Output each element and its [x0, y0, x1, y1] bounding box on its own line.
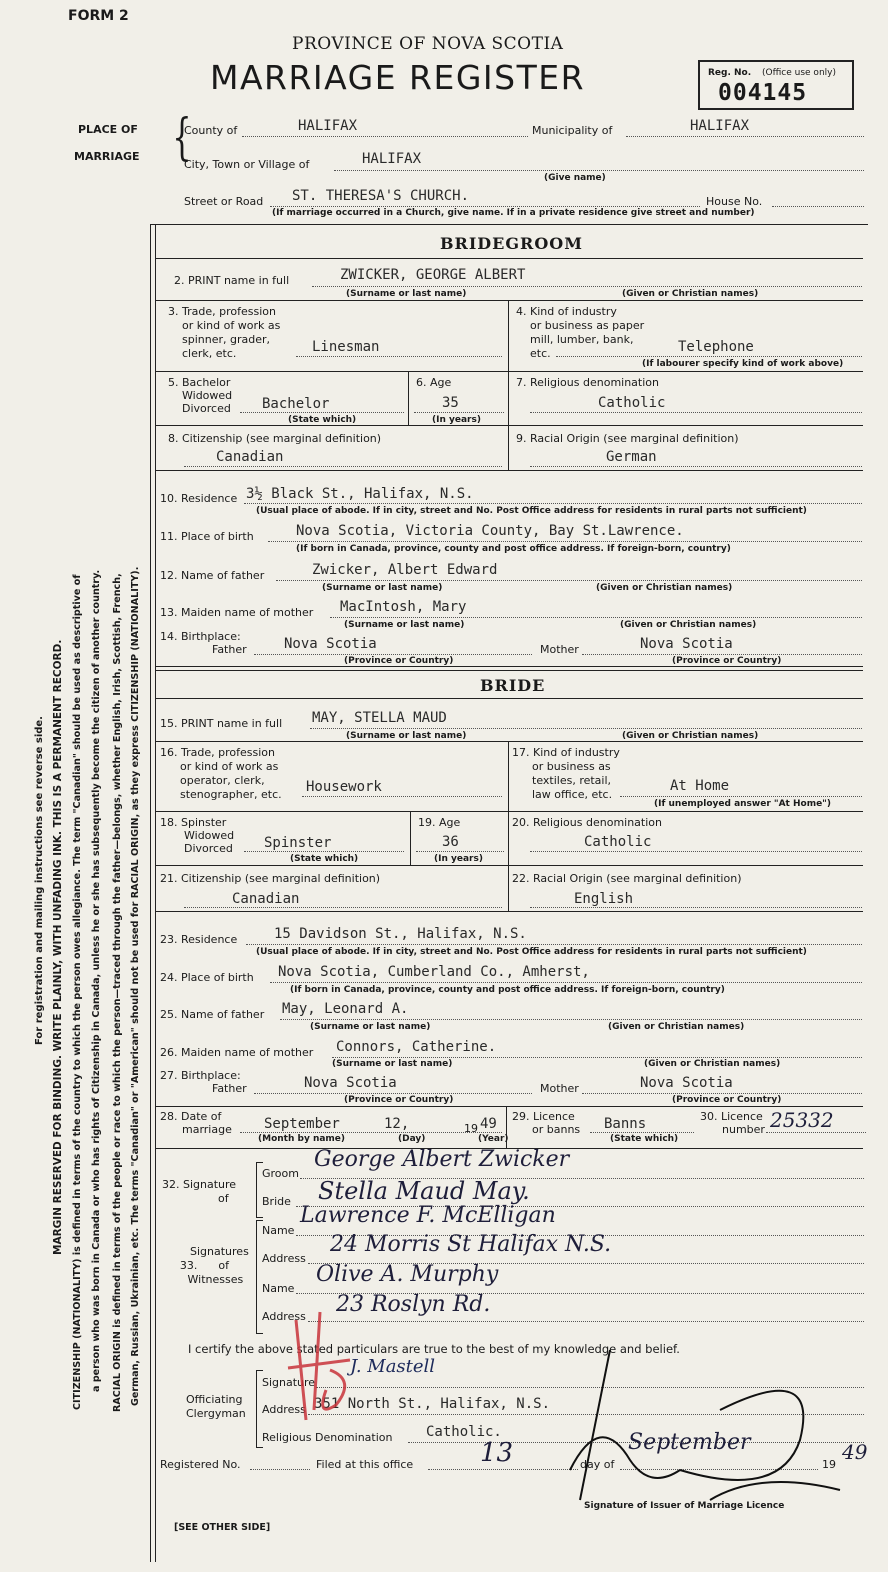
- groom-age-label: 6. Age: [416, 376, 452, 389]
- street-note: (If marriage occurred in a Church, give name. If in a private residence give street and number): [272, 208, 755, 218]
- filed-year-prefix: 19: [822, 1458, 836, 1471]
- groom-age-value: 35: [442, 395, 459, 411]
- bride-father-given-note: (Given or Christian names): [608, 1022, 745, 1032]
- bride-religion-value: Catholic: [584, 834, 652, 850]
- groom-residence-label: 10. Residence: [160, 492, 238, 505]
- bride-mother-given-note: (Given or Christian names): [644, 1059, 781, 1069]
- bride-status-label-2: Widowed: [184, 829, 235, 842]
- bride-bp-father-label: Father: [212, 1082, 247, 1095]
- w2-name-label: Name: [262, 1282, 295, 1295]
- groom-trade-label: [168, 305, 280, 361]
- bride-surname-note: (Surname or last name): [346, 731, 467, 741]
- groom-citizenship-label: 8. Citizenship (see marginal definition): [168, 432, 382, 445]
- groom-racial-label: 9. Racial Origin (see marginal definition): [516, 432, 739, 445]
- groom-bp-mother-value: Nova Scotia: [640, 636, 733, 652]
- w2-address-label: Address: [262, 1310, 306, 1323]
- licence-label-1: 29. Licence: [512, 1110, 575, 1123]
- groom-birthplace-label: 11. Place of birth: [160, 530, 254, 543]
- bride-bp-label: 27. Birthplace:: [160, 1069, 241, 1082]
- groom-status-label-1: 5. Bachelor: [168, 376, 231, 389]
- marriage-year-prefix: 19: [464, 1122, 478, 1135]
- see-other-side: [SEE OTHER SIDE]: [174, 1522, 271, 1533]
- groom-trade-label-2: or kind of work as: [182, 319, 281, 332]
- witness2-address: 23 Roslyn Rd.: [336, 1292, 491, 1317]
- form-number: FORM 2: [68, 8, 129, 24]
- groom-residence-note: (Usual place of abode. If in city, street and No. Post Office address for residents in rural parts not sufficient): [256, 506, 807, 516]
- reg-no-label: Reg. No.: [708, 68, 752, 78]
- groom-mother-surname-note: (Surname or last name): [344, 620, 465, 630]
- city-label: City, Town or Village of: [184, 158, 310, 171]
- groom-religion-label: 7. Religious denomination: [516, 376, 659, 389]
- licence-value: Banns: [604, 1116, 647, 1132]
- licence-label-2: or banns: [532, 1123, 581, 1136]
- licence-number-label: [700, 1110, 765, 1136]
- page-title: MARRIAGE REGISTER: [210, 58, 586, 97]
- bride-citizenship-value: Canadian: [232, 891, 300, 907]
- bride-years-note: (In years): [434, 854, 483, 864]
- groom-father-surname-note: (Surname or last name): [322, 583, 443, 593]
- groom-religion-value: Catholic: [598, 395, 666, 411]
- clergy-address-label: Address: [262, 1403, 306, 1416]
- marriage-date-label-1: 28. Date of: [160, 1110, 222, 1123]
- filed-year-value: 49: [842, 1440, 868, 1464]
- groom-industry-label-4: etc.: [530, 347, 551, 360]
- groom-citizenship-value: Canadian: [216, 449, 284, 465]
- reg-no-box: [698, 60, 854, 110]
- groom-status-value: Bachelor: [262, 396, 330, 412]
- groom-trade-label-3: spinner, grader,: [182, 333, 271, 346]
- officiating-label-2: Clergyman: [186, 1407, 246, 1420]
- groom-bp-mother-note: (Province or Country): [672, 656, 782, 666]
- witness-label: [160, 1245, 249, 1287]
- bride-age-value: 36: [442, 834, 459, 850]
- groom-mother-given-note: (Given or Christian names): [620, 620, 757, 630]
- w1-address-label: Address: [262, 1252, 306, 1265]
- bride-citizenship-label: 21. Citizenship (see marginal definition): [160, 872, 381, 885]
- marriage-date-label-2: marriage: [182, 1123, 232, 1136]
- groom-racial-value: German: [606, 449, 657, 465]
- groom-state-which: (State which): [288, 415, 357, 425]
- marriage-day-value: 12,: [384, 1116, 410, 1132]
- filed-label: Filed at this office: [316, 1458, 414, 1471]
- bride-birthplace-label: 24. Place of birth: [160, 971, 254, 984]
- marriage-day-note: (Day): [398, 1134, 426, 1144]
- bride-mother-label: 26. Maiden name of mother: [160, 1046, 314, 1059]
- bride-trade-label-2: or kind of work as: [180, 760, 279, 773]
- county-value: HALIFAX: [298, 118, 358, 134]
- marriage-date-label: [160, 1110, 232, 1136]
- bride-name-label: 15. PRINT name in full: [160, 717, 283, 730]
- clergy-sig-label: Signature: [262, 1376, 316, 1389]
- margin-permanent-record: MARGIN RESERVED FOR BINDING. WRITE PLAINLY, WITH UNFADING INK. THIS IS A PERMANENT RECORD.: [52, 639, 64, 1255]
- groom-name-value: ZWICKER, GEORGE ALBERT: [340, 267, 526, 283]
- groom-father-value: Zwicker, Albert Edward: [312, 562, 498, 578]
- bride-bp-mother-value: Nova Scotia: [640, 1075, 733, 1091]
- bride-bp-mother-note: (Province or Country): [672, 1095, 782, 1105]
- bride-industry-label-4: law office, etc.: [532, 788, 613, 801]
- reg-no-value: 004145: [718, 80, 808, 106]
- witness-label-3: Witnesses: [187, 1273, 244, 1286]
- groom-bp-father-value: Nova Scotia: [284, 636, 377, 652]
- bride-residence-value: 15 Davidson St., Halifax, N.S.: [274, 926, 527, 942]
- bride-birthplace-note: (If born in Canada, province, county and post office address. If foreign-born, country): [290, 985, 725, 995]
- groom-trade-label-4: clerk, etc.: [182, 347, 237, 360]
- municipality-value: HALIFAX: [690, 118, 750, 134]
- marriage-month-value: September: [264, 1116, 340, 1132]
- groom-trade-label-1: 3. Trade, profession: [168, 305, 276, 318]
- licence-number-label-1: 30. Licence: [700, 1110, 763, 1123]
- house-no-label: House No.: [706, 195, 763, 208]
- municipality-label: Municipality of: [532, 124, 613, 137]
- bride-status-label: [160, 816, 234, 855]
- province-title: PROVINCE OF NOVA SCOTIA: [292, 34, 564, 54]
- officiating-label: [186, 1393, 246, 1421]
- bride-father-label: 25. Name of father: [160, 1008, 265, 1021]
- margin-racial-def-2: German, Russian, Ukrainian, etc. The terms "Canadian" or "American" should not be used for RACIAL ORIGIN, as they express CITIZENSHIP (NATIONALITY).: [130, 566, 141, 1406]
- bride-father-surname-note: (Surname or last name): [310, 1022, 431, 1032]
- clergy-denomination-value: Catholic.: [426, 1424, 502, 1440]
- sig-label-2: of: [218, 1192, 229, 1205]
- groom-industry-label-2: or business as paper: [530, 319, 645, 332]
- sig-label: [162, 1178, 236, 1206]
- bride-status-value: Spinster: [264, 835, 332, 851]
- filed-day-label: day of: [580, 1458, 615, 1471]
- bride-given-note: (Given or Christian names): [622, 731, 759, 741]
- bride-industry-label-3: textiles, retail,: [532, 774, 612, 787]
- marriage-month-note: (Month by name): [258, 1134, 346, 1144]
- reg-no-office-note: (Office use only): [762, 68, 836, 78]
- bride-signature: Stella Maud May.: [318, 1177, 530, 1205]
- witness-label-2: 33. of: [179, 1259, 229, 1272]
- groom-bp-father-note: (Province or Country): [344, 656, 454, 666]
- registered-no-label: Registered No.: [160, 1458, 241, 1471]
- place-brace: {: [172, 108, 192, 166]
- street-value: ST. THERESA'S CHURCH.: [292, 188, 470, 204]
- clergy-denomination-label: Religious Denomination: [262, 1431, 393, 1444]
- witness1-address: 24 Morris St Halifax N.S.: [330, 1232, 612, 1257]
- bride-mother-value: Connors, Catherine.: [336, 1039, 497, 1055]
- bride-bp-mother-label: Mother: [540, 1082, 579, 1095]
- groom-bp-father-label: Father: [212, 643, 247, 656]
- bride-status-label-3: Divorced: [184, 842, 233, 855]
- bride-bp-father-value: Nova Scotia: [304, 1075, 397, 1091]
- bride-religion-label: 20. Religious denomination: [512, 816, 662, 829]
- witness1-signature: Lawrence F. McElligan: [300, 1203, 556, 1228]
- issuer-sig-label: Signature of Issuer of Marriage Licence: [584, 1501, 785, 1511]
- marriage-label: MARRIAGE: [74, 150, 140, 163]
- red-stamp-mark: [276, 1300, 366, 1430]
- bride-trade-label-4: stenographer, etc.: [180, 788, 282, 801]
- groom-father-label: 12. Name of father: [160, 569, 265, 582]
- bride-industry-label: [512, 746, 620, 802]
- bride-state-which: (State which): [290, 854, 359, 864]
- groom-status-label-3: Divorced: [182, 402, 231, 415]
- bride-age-label: 19. Age: [418, 816, 461, 829]
- bride-trade-value: Housework: [306, 779, 382, 795]
- margin-instructions: For registration and mailing instructions see reverse side.: [34, 716, 45, 1045]
- witness2-signature: Olive A. Murphy: [316, 1262, 499, 1287]
- bride-bp-father-note: (Province or Country): [344, 1095, 454, 1105]
- groom-residence-value: 3½ Black St., Halifax, N.S.: [246, 486, 474, 502]
- groom-years-note: (In years): [432, 415, 481, 425]
- groom-mother-label: 13. Maiden name of mother: [160, 606, 314, 619]
- licence-number-value: 25332: [770, 1108, 834, 1132]
- bride-residence-note: (Usual place of abode. If in city, street and No. Post Office address for residents in rural parts not sufficient): [256, 947, 807, 957]
- bridegroom-heading: BRIDEGROOM: [440, 234, 583, 253]
- bride-status-label-1: 18. Spinster: [160, 816, 227, 829]
- groom-mother-value: MacIntosh, Mary: [340, 599, 467, 615]
- groom-sig-label: Groom: [262, 1167, 299, 1180]
- groom-surname-note: (Surname or last name): [346, 289, 467, 299]
- marriage-year-value: 49: [480, 1116, 497, 1132]
- groom-name-label-text: 2. PRINT name in full: [174, 274, 290, 287]
- officiating-label-1: Officiating: [186, 1393, 243, 1406]
- groom-birthplace-value: Nova Scotia, Victoria County, Bay St.Lawrence.: [296, 523, 684, 539]
- bride-racial-value: English: [574, 891, 634, 907]
- bride-industry-label-2: or business as: [532, 760, 611, 773]
- groom-industry-label-1: 4. Kind of industry: [516, 305, 617, 318]
- bride-residence-label: 23. Residence: [160, 933, 238, 946]
- bride-heading: BRIDE: [480, 676, 546, 695]
- bride-industry-value: At Home: [670, 778, 730, 794]
- certify-text: I certify the above stated particulars are true to the best of my knowledge and belief.: [188, 1342, 680, 1356]
- bride-birthplace-value: Nova Scotia, Cumberland Co., Amherst,: [278, 964, 590, 980]
- groom-status-label-2: Widowed: [182, 389, 233, 402]
- bride-name-value: MAY, STELLA MAUD: [312, 710, 447, 726]
- filed-day-value: 13: [480, 1438, 514, 1468]
- clergy-address-value: 351 North St., Halifax, N.S.: [314, 1396, 551, 1412]
- bride-sig-label: Bride: [262, 1195, 291, 1208]
- groom-signature: George Albert Zwicker: [314, 1147, 570, 1172]
- bride-racial-label: 22. Racial Origin (see marginal definition): [512, 872, 742, 885]
- licence-label: [512, 1110, 580, 1136]
- bride-trade-label-1: 16. Trade, profession: [160, 746, 275, 759]
- bride-industry-label-1: 17. Kind of industry: [512, 746, 620, 759]
- groom-industry-value: Telephone: [678, 339, 754, 355]
- bride-trade-label: [160, 746, 282, 802]
- groom-industry-note: (If labourer specify kind of work above): [642, 359, 844, 369]
- groom-father-given-note: (Given or Christian names): [596, 583, 733, 593]
- margin-citizenship-def-1: CITIZENSHIP (NATIONALITY) is defined in terms of the country to which the person owes allegiance. The term "Canadian" should be used as descriptive of: [72, 574, 83, 1410]
- groom-trade-value: Linesman: [312, 339, 380, 355]
- give-name-note: (Give name): [544, 173, 606, 183]
- filed-month-value: September: [628, 1430, 751, 1455]
- sig-label-1: 32. Signature: [162, 1178, 237, 1191]
- street-label: Street or Road: [184, 195, 264, 208]
- bride-mother-surname-note: (Surname or last name): [332, 1059, 453, 1069]
- groom-birthplace-note: (If born in Canada, province, county and post office address. If foreign-born, country): [296, 544, 731, 554]
- issuer-signature-flourish: [560, 1350, 860, 1510]
- bride-industry-note: (If unemployed answer "At Home"): [654, 799, 831, 809]
- margin-citizenship-def-2: a person who was born in Canada or who has rights of Citizenship in Canada, unless he or she has subsequently become the citizen of another country.: [91, 569, 102, 1392]
- groom-given-note: (Given or Christian names): [622, 289, 759, 299]
- county-label: County of: [184, 124, 238, 137]
- city-value: HALIFAX: [362, 151, 422, 167]
- groom-name-label: [174, 274, 289, 287]
- licence-state-which: (State which): [610, 1134, 679, 1144]
- margin-racial-def-1: RACIAL ORIGIN is defined in terms of the people or race to which the person—traced through the father—belongs, whether English, Irish, Scottish, French,: [112, 573, 123, 1412]
- licence-number-label-2: number: [722, 1123, 765, 1136]
- groom-industry-label: [516, 305, 644, 361]
- groom-bp-mother-label: Mother: [540, 643, 579, 656]
- bride-trade-label-3: operator, clerk,: [180, 774, 265, 787]
- w1-name-label: Name: [262, 1224, 295, 1237]
- clergy-signature: J. Mastell: [350, 1356, 436, 1377]
- bride-father-value: May, Leonard A.: [282, 1001, 409, 1017]
- marriage-year-note: (Year): [478, 1134, 509, 1144]
- place-of-label: PLACE OF: [78, 123, 138, 136]
- witness-label-1: Signatures: [190, 1245, 249, 1258]
- groom-industry-label-3: mill, lumber, bank,: [530, 333, 634, 346]
- groom-status-label: [168, 376, 232, 415]
- groom-bp-label: 14. Birthplace:: [160, 630, 241, 643]
